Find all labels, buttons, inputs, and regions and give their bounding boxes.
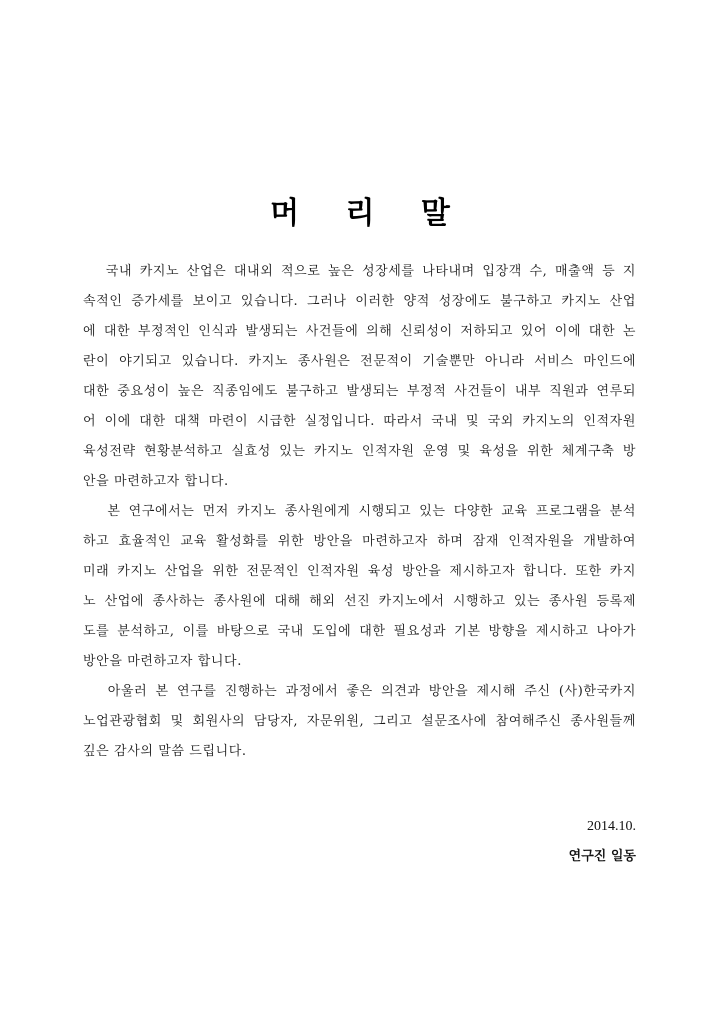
signature-date: 2014.10. <box>587 819 636 834</box>
signature-author: 연구진 일동 <box>568 849 636 864</box>
text-line: 노업관광협회 및 회원사의 담당자, 자문위원, 그리고 설문조사에 참여해주신 종사원들께 <box>83 714 636 729</box>
text-line: 방안을 마련하고자 합니다. <box>83 654 242 669</box>
text-line: 노 산업에 종사하는 종사원에 대해 해외 선진 카지노에서 시행하고 있는 종사원 등록제 <box>83 594 636 609</box>
text-line: 도를 분석하고, 이를 바탕으로 국내 도입에 대한 필요성과 기본 방향을 제시하고 나아가 <box>83 624 636 639</box>
text-line: 속적인 증가세를 보이고 있습니다. 그러나 이러한 양적 성장에도 불구하고 카지노 산업 <box>83 294 636 309</box>
text-line: 미래 카지노 산업을 위한 전문적인 인적자원 육성 방안을 제시하고자 합니다. 또한 카지 <box>83 564 636 579</box>
page-title: 머 리 말 <box>270 196 468 232</box>
preface-body <box>83 257 636 767</box>
text-line: 안을 마련하고자 합니다. <box>83 474 229 489</box>
text-line: 란이 야기되고 있습니다. 카지노 종사원은 전문적이 기술뿐만 아니라 서비스 마인드에 <box>83 354 636 369</box>
paragraph-3 <box>83 677 636 767</box>
text-line: 육성전략 현황분석하고 실효성 있는 카지노 인적자원 운영 및 육성을 위한 체계구축 방 <box>83 444 636 459</box>
paragraph-2 <box>83 497 636 677</box>
text-line: 본 연구에서는 먼저 카지노 종사원에게 시행되고 있는 다양한 교육 프로그램을 분석 <box>83 504 636 519</box>
text-line: 에 대한 부정적인 인식과 발생되는 사건들에 의해 신뢰성이 저하되고 있어 이에 대한 논 <box>83 324 636 339</box>
text-line: 국내 카지노 산업은 대내외 적으로 높은 성장세를 나타내며 입장객 수, 매출액 등 지 <box>83 264 636 279</box>
paragraph-1 <box>83 257 636 497</box>
text-line: 깊은 감사의 말씀 드립니다. <box>83 744 247 759</box>
signature-block <box>569 812 636 872</box>
text-line: 하고 효율적인 교육 활성화를 위한 방안을 마련하고자 하며 잠재 인적자원을 개발하여 <box>83 534 636 549</box>
text-line: 아울러 본 연구를 진행하는 과정에서 좋은 의견과 방안을 제시해 주신 (사)한국카지 <box>83 684 636 699</box>
text-line: 어 이에 대한 대책 마련이 시급한 실정입니다. 따라서 국내 및 국외 카지노의 인적자원 <box>83 414 636 429</box>
text-line: 대한 중요성이 높은 직종임에도 불구하고 발생되는 부정적 사건들이 내부 직원과 연루되 <box>83 384 636 399</box>
